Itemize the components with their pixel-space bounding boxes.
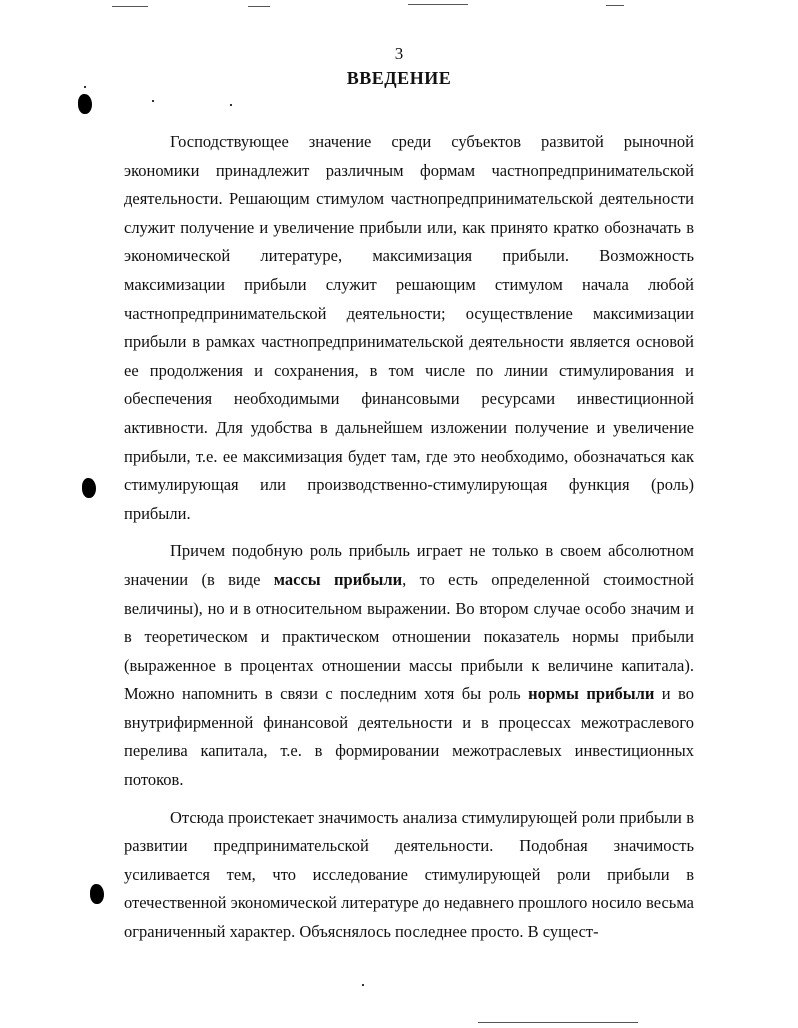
page-number: 3 [394,44,404,63]
paragraph-2-bold-a: массы прибыли [273,569,403,589]
speck [230,104,232,106]
scan-artifact-top-2 [248,6,270,7]
scan-artifact-top-3 [408,4,468,5]
paragraph-2-text-b: , то есть определенной стоимостной величины), но и в относительном выражении. Во втором случае особо значим и в теоретическом и практическом отношении показатель нормы прибыли (выраженное в процентах отношении массы прибыли к величине капитала). Можно напомнить в связи с последним хотя бы роль [124,569,695,704]
paragraph-2-text-a: Причем подобную роль прибыль играет не только в своем абсолютном значении (в виде [124,541,694,589]
paragraph-2-text-c: и во внутрифирменной финансовой деятельности и в процессах межотраслевого перелива капитала, т.е. в формировании межотраслевых инвестиционных потоков. [124,684,694,790]
scan-artifact-top-4 [606,5,624,6]
speck [362,984,364,986]
paragraph-2-bold-b: нормы прибыли [528,684,655,704]
paragraph-3: Отсюда проистекает значимость анализа стимулирующей роли прибыли в развитии предпринимательской деятельности. Подобная значимость усиливается тем, что исследование стимулирующей роли прибыли в отечественной экономической литературе до недавнего прошлого носило весьма ограниченный характер. Объяснялось последнее просто. В сущест- [124,807,694,942]
paragraph-1: Господствующее значение среди субъектов развитой рыночной экономики принадлежит различным формам частнопредпринимательской деятельности. Решающим стимулом частнопредпринимательской деятельности служит получение и увеличение прибыли или, как принято кратко обозначать в экономической литературе, максимизация прибыли. Возможность максимизации прибыли служит решающим стимулом начала любой частнопредпринимательской деятельности; осуществление максимизации прибыли в рамках частнопредпринимательской деятельности является основой ее продолжения и сохранения, в том числе по линии стимулирования и обеспечения необходимыми финансовыми ресурсами инвестиционной активности. Для удобства в дальнейшем изложении получение и увеличение прибыли, т.е. ее максимизация будет там, где это необходимо, обозначаться как стимулирующая или производственно-стимулирующая функция (роль) прибыли. [124,132,694,523]
scan-artifact-top-1 [112,6,148,7]
punch-hole-top [78,94,92,114]
page-title: ВВЕДЕНИЕ [346,68,452,88]
paragraph-2 [124,537,694,794]
scan-artifact-bottom [478,1022,638,1023]
punch-hole-middle [82,478,96,498]
body-text [124,128,694,956]
speck [152,100,154,102]
punch-hole-bottom [90,884,104,904]
